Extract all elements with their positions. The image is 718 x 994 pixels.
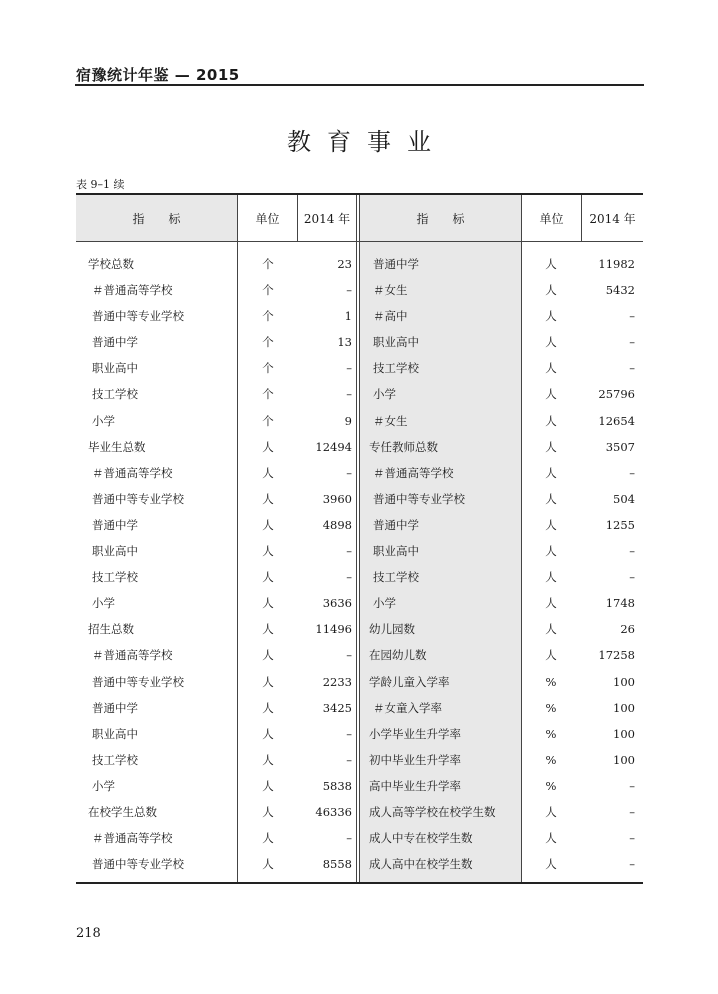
value-cell: 3425 bbox=[322, 700, 352, 715]
value-cell: – bbox=[346, 361, 352, 376]
indicator-cell-2: 普通中学 bbox=[373, 257, 419, 271]
indicator-cell: 普通中等专业学校 bbox=[92, 674, 184, 689]
indicator-cell-2: ＃高中 bbox=[373, 309, 408, 324]
indicator-cell: 毕业生总数 bbox=[88, 439, 146, 454]
indicator-cell: 招生总数 bbox=[88, 622, 134, 637]
unit-cell-2: 人 bbox=[545, 570, 557, 585]
page-number: 218 bbox=[76, 926, 101, 941]
table-row bbox=[76, 434, 643, 460]
value-cell-2: 5432 bbox=[605, 283, 635, 298]
unit-cell: 个 bbox=[262, 257, 274, 271]
value-cell-2: – bbox=[629, 335, 635, 350]
indicator-cell: ＃普通高等学校 bbox=[92, 465, 173, 480]
table-row bbox=[76, 329, 643, 355]
value-cell: – bbox=[346, 726, 352, 741]
table-body bbox=[76, 251, 643, 877]
unit-cell-2: 人 bbox=[545, 857, 557, 872]
unit-cell: 个 bbox=[262, 413, 274, 428]
table-row bbox=[76, 486, 643, 512]
value-cell-2: 1255 bbox=[605, 517, 635, 532]
indicator-cell-2: 普通中等专业学校 bbox=[373, 491, 465, 506]
unit-cell: 人 bbox=[262, 439, 274, 454]
table-row bbox=[76, 512, 643, 538]
indicator-cell-2: 初中毕业生升学率 bbox=[369, 752, 461, 767]
unit-cell-2: 人 bbox=[545, 309, 557, 324]
value-cell-2: 26 bbox=[620, 622, 635, 637]
indicator-cell-2: 技工学校 bbox=[373, 570, 419, 585]
unit-cell: 人 bbox=[262, 544, 274, 559]
value-cell-2: – bbox=[629, 309, 635, 324]
unit-cell-2: 人 bbox=[545, 283, 557, 298]
table-row bbox=[76, 799, 643, 825]
unit-cell: 人 bbox=[262, 778, 274, 793]
indicator-cell: ＃普通高等学校 bbox=[92, 648, 173, 663]
value-cell-2: 25796 bbox=[598, 387, 635, 402]
indicator-cell: 普通中等专业学校 bbox=[92, 309, 184, 324]
value-cell: 9 bbox=[344, 413, 352, 428]
unit-cell-2: 人 bbox=[545, 596, 557, 611]
unit-cell-2: % bbox=[545, 752, 557, 767]
value-cell-2: – bbox=[629, 857, 635, 872]
value-cell: – bbox=[346, 465, 352, 480]
indicator-cell-2: 专任教师总数 bbox=[369, 439, 438, 454]
unit-cell: 人 bbox=[262, 465, 274, 480]
unit-cell: 人 bbox=[262, 517, 274, 532]
unit-cell: 人 bbox=[262, 622, 274, 637]
unit-cell: 人 bbox=[262, 570, 274, 585]
header-unit: 单位 bbox=[255, 211, 280, 226]
value-cell: – bbox=[346, 283, 352, 298]
indicator-cell: ＃普通高等学校 bbox=[92, 283, 173, 298]
value-cell: 3960 bbox=[322, 491, 352, 506]
value-cell: 23 bbox=[337, 257, 352, 271]
indicator-cell-2: ＃女童入学率 bbox=[373, 700, 442, 715]
indicator-cell-2: 幼儿园数 bbox=[369, 622, 415, 637]
value-cell: 13 bbox=[337, 335, 352, 350]
indicator-cell-2: 学龄儿童入学率 bbox=[369, 674, 450, 689]
table-row bbox=[76, 642, 643, 668]
unit-cell: 人 bbox=[262, 804, 274, 819]
unit-cell-2: 人 bbox=[545, 804, 557, 819]
table-row bbox=[76, 669, 643, 695]
unit-cell: 人 bbox=[262, 752, 274, 767]
value-cell-2: 3507 bbox=[605, 439, 635, 454]
indicator-cell-2: 高中毕业生升学率 bbox=[369, 778, 461, 793]
unit-cell-2: 人 bbox=[545, 439, 557, 454]
indicator-cell: 普通中学 bbox=[92, 700, 138, 715]
unit-cell: 人 bbox=[262, 700, 274, 715]
unit-cell: 人 bbox=[262, 831, 274, 846]
unit-cell-2: 人 bbox=[545, 335, 557, 350]
indicator-cell: 普通中学 bbox=[92, 335, 138, 350]
value-cell: 4898 bbox=[322, 517, 352, 532]
indicator-cell: 职业高中 bbox=[92, 544, 138, 559]
value-cell-2: 17258 bbox=[598, 648, 635, 663]
indicator-cell: 技工学校 bbox=[92, 570, 138, 585]
indicator-cell: 技工学校 bbox=[92, 752, 138, 767]
indicator-cell: 技工学校 bbox=[92, 387, 138, 402]
unit-cell: 个 bbox=[262, 387, 274, 402]
header-rule bbox=[75, 84, 644, 86]
table-bottom-rule bbox=[76, 882, 643, 884]
indicator-cell-2: 成人中专在校学生数 bbox=[369, 831, 473, 846]
table-row bbox=[76, 851, 643, 877]
indicator-cell-2: 小学 bbox=[373, 387, 396, 402]
value-cell-2: – bbox=[629, 544, 635, 559]
table-label: 表 9–1 续 bbox=[76, 178, 125, 191]
table-row bbox=[76, 408, 643, 434]
indicator-cell: 职业高中 bbox=[92, 361, 138, 376]
table-row bbox=[76, 355, 643, 381]
table-row bbox=[76, 381, 643, 407]
value-cell: 46336 bbox=[315, 804, 352, 819]
value-cell-2: 100 bbox=[613, 674, 635, 689]
value-cell: 12494 bbox=[315, 439, 352, 454]
value-cell: 8558 bbox=[322, 857, 352, 872]
table-row bbox=[76, 721, 643, 747]
indicator-cell-2: 职业高中 bbox=[373, 544, 419, 559]
value-cell-2: 504 bbox=[613, 491, 635, 506]
indicator-cell-2: ＃普通高等学校 bbox=[373, 465, 454, 480]
unit-cell-2: 人 bbox=[545, 831, 557, 846]
value-cell: 5838 bbox=[322, 778, 352, 793]
value-cell-2: 100 bbox=[613, 726, 635, 741]
value-cell: 2233 bbox=[322, 674, 352, 689]
indicator-cell-2: 普通中学 bbox=[373, 517, 419, 532]
value-cell: – bbox=[346, 831, 352, 846]
indicator-cell: 职业高中 bbox=[92, 726, 138, 741]
section-title: 教育事业 bbox=[287, 128, 447, 156]
table-row bbox=[76, 251, 643, 277]
unit-cell-2: % bbox=[545, 700, 557, 715]
unit-cell-2: % bbox=[545, 674, 557, 689]
education-statistics-table bbox=[76, 193, 643, 884]
unit-cell-2: 人 bbox=[545, 622, 557, 637]
indicator-cell: 普通中学 bbox=[92, 517, 138, 532]
value-cell-2: – bbox=[629, 465, 635, 480]
value-cell-2: – bbox=[629, 570, 635, 585]
header-year-2: 2014 年 bbox=[589, 211, 636, 226]
value-cell: – bbox=[346, 387, 352, 402]
value-cell: – bbox=[346, 570, 352, 585]
indicator-cell: 普通中等专业学校 bbox=[92, 491, 184, 506]
indicator-cell-2: 小学 bbox=[373, 596, 396, 611]
unit-cell: 人 bbox=[262, 491, 274, 506]
header-indicator: 指 标 bbox=[132, 211, 181, 226]
unit-cell: 个 bbox=[262, 361, 274, 376]
unit-cell-2: % bbox=[545, 778, 557, 793]
unit-cell-2: 人 bbox=[545, 413, 557, 428]
unit-cell-2: 人 bbox=[545, 257, 557, 271]
unit-cell: 人 bbox=[262, 648, 274, 663]
unit-cell: 人 bbox=[262, 674, 274, 689]
unit-cell: 人 bbox=[262, 726, 274, 741]
table-row bbox=[76, 538, 643, 564]
indicator-cell: ＃普通高等学校 bbox=[92, 831, 173, 846]
value-cell: 3636 bbox=[322, 596, 352, 611]
value-cell-2: – bbox=[629, 778, 635, 793]
indicator-cell: 小学 bbox=[92, 778, 115, 793]
indicator-cell: 在校学生总数 bbox=[88, 804, 157, 819]
value-cell-2: 12654 bbox=[598, 413, 635, 428]
table-row bbox=[76, 825, 643, 851]
table-row bbox=[76, 590, 643, 616]
value-cell: 11496 bbox=[315, 622, 352, 637]
table-row bbox=[76, 747, 643, 773]
unit-cell-2: % bbox=[545, 726, 557, 741]
table-row bbox=[76, 277, 643, 303]
table-row bbox=[76, 695, 643, 721]
unit-cell-2: 人 bbox=[545, 544, 557, 559]
value-cell-2: 11982 bbox=[598, 257, 635, 271]
unit-cell-2: 人 bbox=[545, 648, 557, 663]
indicator-cell-2: ＃女生 bbox=[373, 283, 408, 298]
value-cell: 1 bbox=[344, 309, 352, 324]
indicator-cell: 小学 bbox=[92, 413, 115, 428]
unit-cell: 个 bbox=[262, 335, 274, 350]
unit-cell: 个 bbox=[262, 309, 274, 324]
indicator-cell-2: ＃女生 bbox=[373, 413, 408, 428]
table-row bbox=[76, 303, 643, 329]
value-cell-2: 1748 bbox=[605, 596, 635, 611]
unit-cell-2: 人 bbox=[545, 465, 557, 480]
unit-cell-2: 人 bbox=[545, 491, 557, 506]
header-indicator-2: 指 标 bbox=[416, 211, 465, 226]
unit-cell-2: 人 bbox=[545, 387, 557, 402]
indicator-cell-2: 小学毕业生升学率 bbox=[369, 726, 461, 741]
indicator-cell-2: 职业高中 bbox=[373, 335, 419, 350]
indicator-cell: 小学 bbox=[92, 596, 115, 611]
indicator-cell-2: 在园幼儿数 bbox=[369, 648, 427, 663]
indicator-cell: 学校总数 bbox=[88, 257, 134, 271]
unit-cell: 人 bbox=[262, 596, 274, 611]
indicator-cell-2: 成人高中在校学生数 bbox=[369, 857, 473, 872]
indicator-cell: 普通中等专业学校 bbox=[92, 857, 184, 872]
unit-cell-2: 人 bbox=[545, 517, 557, 532]
value-cell: – bbox=[346, 648, 352, 663]
indicator-cell-2: 成人高等学校在校学生数 bbox=[369, 804, 496, 819]
value-cell: – bbox=[346, 544, 352, 559]
value-cell: – bbox=[346, 752, 352, 767]
value-cell-2: 100 bbox=[613, 700, 635, 715]
value-cell-2: – bbox=[629, 361, 635, 376]
value-cell-2: – bbox=[629, 831, 635, 846]
table-row bbox=[76, 564, 643, 590]
indicator-cell-2: 技工学校 bbox=[373, 361, 419, 376]
unit-cell-2: 人 bbox=[545, 361, 557, 376]
value-cell-2: 100 bbox=[613, 752, 635, 767]
header-year: 2014 年 bbox=[303, 211, 351, 226]
value-cell-2: – bbox=[629, 804, 635, 819]
unit-cell: 个 bbox=[262, 283, 274, 298]
unit-cell: 人 bbox=[262, 857, 274, 872]
header-unit-2: 单位 bbox=[539, 211, 564, 226]
running-header: 宿豫统计年鉴 — 2015 bbox=[76, 66, 240, 84]
table-row bbox=[76, 616, 643, 642]
table-row bbox=[76, 773, 643, 799]
table-row bbox=[76, 460, 643, 486]
